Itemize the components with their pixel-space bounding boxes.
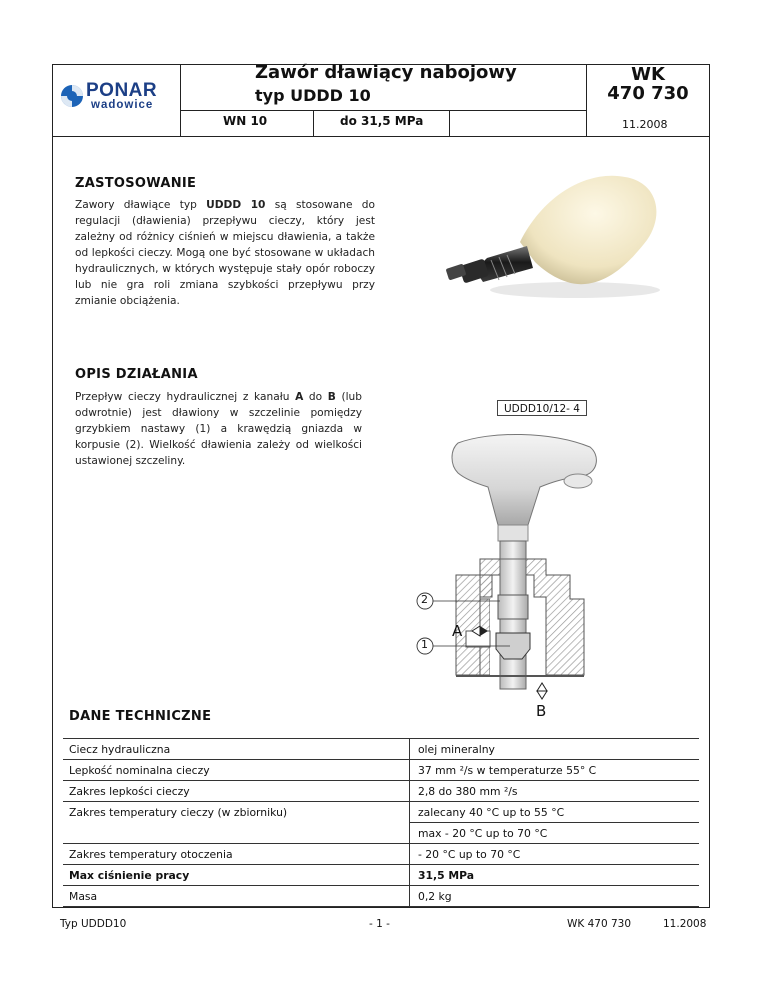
spec-value: 2,8 do 380 mm ²/s [409, 781, 699, 802]
header-bottom-line [52, 136, 710, 137]
callout-2: 2 [421, 593, 428, 606]
spec-label: Lepkość nominalna cieczy [63, 760, 409, 781]
catalog-number: 470 730 [607, 83, 689, 104]
standard-label: WN 10 [223, 114, 268, 128]
header-divider [181, 110, 586, 111]
logo-brand: PONAR [86, 80, 158, 101]
table-row [63, 823, 699, 844]
operation-paragraph [75, 389, 362, 469]
issue-date: 11.2008 [622, 118, 668, 131]
spec-value: 37 mm ²/s w temperaturze 55° C [409, 760, 699, 781]
operation-port-b: B [327, 391, 336, 403]
callout-1: 1 [421, 638, 428, 651]
spec-label [63, 823, 409, 844]
company-logo [58, 80, 178, 114]
section-heading-operation: OPIS DZIAŁANIA [75, 367, 198, 382]
pressure-label: do 31,5 MPa [340, 114, 424, 128]
spec-value: max - 20 °C up to 70 °C [409, 823, 699, 844]
header-cell-divider [449, 110, 450, 136]
footer-catalog: WK 470 730 [567, 918, 632, 930]
spec-label: Zakres temperatury otoczenia [63, 844, 409, 865]
operation-port-a: A [295, 391, 304, 403]
application-paragraph [75, 197, 375, 309]
technical-data-table [63, 738, 699, 907]
spec-value: 31,5 MPa [409, 865, 699, 886]
catalog-label: WK [631, 64, 665, 85]
valve-photo-image [425, 162, 665, 302]
logo-city: wadowice [91, 99, 154, 111]
spec-value: olej mineralny [409, 739, 699, 760]
section-drawing [400, 425, 630, 725]
spec-label: Zakres lepkości cieczy [63, 781, 409, 802]
application-text-model: UDDD 10 [206, 199, 266, 211]
table-row [63, 760, 699, 781]
operation-text-3: (lub odwrotnie) jest dławiony w szczelinie pomiędzy grzybkiem nastawy (1) a krawędzią gniazda w korpusie (2). Wielkość dławienia zależy od wielkości ustawionej szczeliny. [75, 391, 362, 467]
application-text-1: Zawory dławiące typ [75, 199, 207, 211]
spec-label: Max ciśnienie pracy [63, 865, 409, 886]
section-heading-technical: DANE TECHNICZNE [69, 709, 212, 724]
footer-type: Typ UDDD10 [60, 918, 127, 930]
section-heading-application: ZASTOSOWANIE [75, 176, 197, 191]
spec-label: Ciecz hydrauliczna [63, 739, 409, 760]
document-title: Zawór dławiący nabojowy [255, 62, 517, 83]
spec-label: Zakres temperatury cieczy (w zbiorniku) [69, 805, 288, 819]
spec-label: Masa [63, 886, 409, 907]
port-b-label: B [536, 702, 547, 720]
table-row [63, 781, 699, 802]
spec-value: - 20 °C up to 70 °C [409, 844, 699, 865]
operation-text-1: Przepływ cieczy hydraulicznej z kanału [75, 391, 296, 403]
document-subtitle: typ UDDD 10 [255, 86, 371, 105]
product-photo [425, 162, 665, 302]
table-row [63, 802, 699, 823]
diagram-reference: UDDD10/12- 4 [497, 400, 587, 416]
table-row [63, 865, 699, 886]
application-text-2: są stosowane do regulacji (dławienia) przepływu cieczy, który jest zależny od różnicy ciśnień w miejscu dławienia, a także od lepkości cieczy. Mogą one być stosowane w układach hydraulicznych, w których występuje stały opór roboczy lub nie gra roli zmiana szybkości przepływu przy zmianie obciążenia. [75, 199, 375, 307]
table-row [63, 844, 699, 865]
footer-date: 11.2008 [663, 918, 707, 930]
table-row [63, 886, 699, 907]
footer-page-number: - 1 - [369, 918, 390, 930]
table-row [63, 739, 699, 760]
port-a-label: A [452, 622, 463, 640]
spec-value: zalecany 40 °C up to 55 °C [409, 802, 699, 823]
header-cell-divider [313, 110, 314, 136]
spec-value: 0,2 kg [409, 886, 699, 907]
valve-section-diagram [400, 425, 630, 725]
operation-text-2: do [303, 391, 328, 403]
